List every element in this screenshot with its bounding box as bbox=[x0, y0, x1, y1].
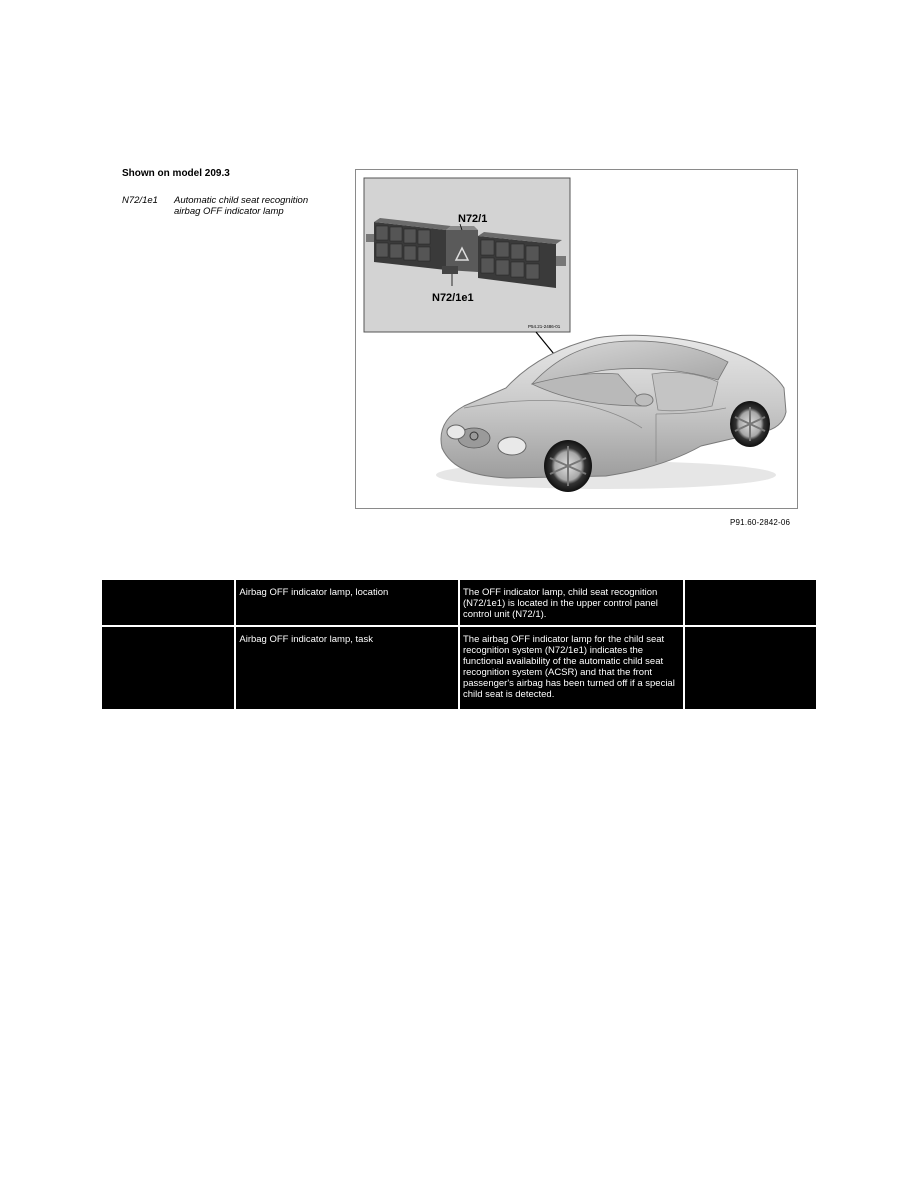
table-row bbox=[101, 579, 817, 626]
legend-item-description-line1: Automatic child seat recognition bbox=[174, 195, 309, 206]
car-icon bbox=[436, 335, 786, 492]
table-row bbox=[101, 626, 817, 710]
figure-legend bbox=[122, 168, 347, 217]
table-cell-description: The airbag OFF indicator lamp for the child seat recognition system (N72/1e1) indicates the functional availability of the automatic child seat recognition system (ACSR) and that the front passenger's airbag has been turned off if a special child seat is detected. bbox=[459, 626, 684, 710]
table-cell-topic: Airbag OFF indicator lamp, location bbox=[235, 579, 459, 626]
figure-code: P91.60-2842-06 bbox=[730, 518, 791, 527]
label-control-unit: N72/1 bbox=[458, 213, 488, 225]
table-cell bbox=[101, 626, 235, 710]
table-cell-description: The OFF indicator lamp, child seat recognition (N72/1e1) is located in the upper control panel control unit (N72/1). bbox=[459, 579, 684, 626]
legend-item bbox=[122, 195, 347, 217]
legend-item-description bbox=[174, 195, 347, 217]
table-cell bbox=[684, 579, 817, 626]
legend-title: Shown on model 209.3 bbox=[122, 168, 230, 179]
table-cell bbox=[101, 579, 235, 626]
car-and-switch-panel-drawing bbox=[356, 170, 797, 508]
table-cell-topic: Airbag OFF indicator lamp, task bbox=[235, 626, 459, 710]
legend-item-code: N72/1e1 bbox=[122, 195, 158, 206]
label-indicator-lamp: N72/1e1 bbox=[432, 292, 474, 304]
legend-item-description-line2: airbag OFF indicator lamp bbox=[174, 206, 284, 217]
table-cell bbox=[684, 626, 817, 710]
info-table bbox=[101, 579, 817, 710]
vehicle-illustration bbox=[355, 169, 798, 509]
inset-figure-code: P54.21-2486-01 bbox=[528, 324, 561, 329]
